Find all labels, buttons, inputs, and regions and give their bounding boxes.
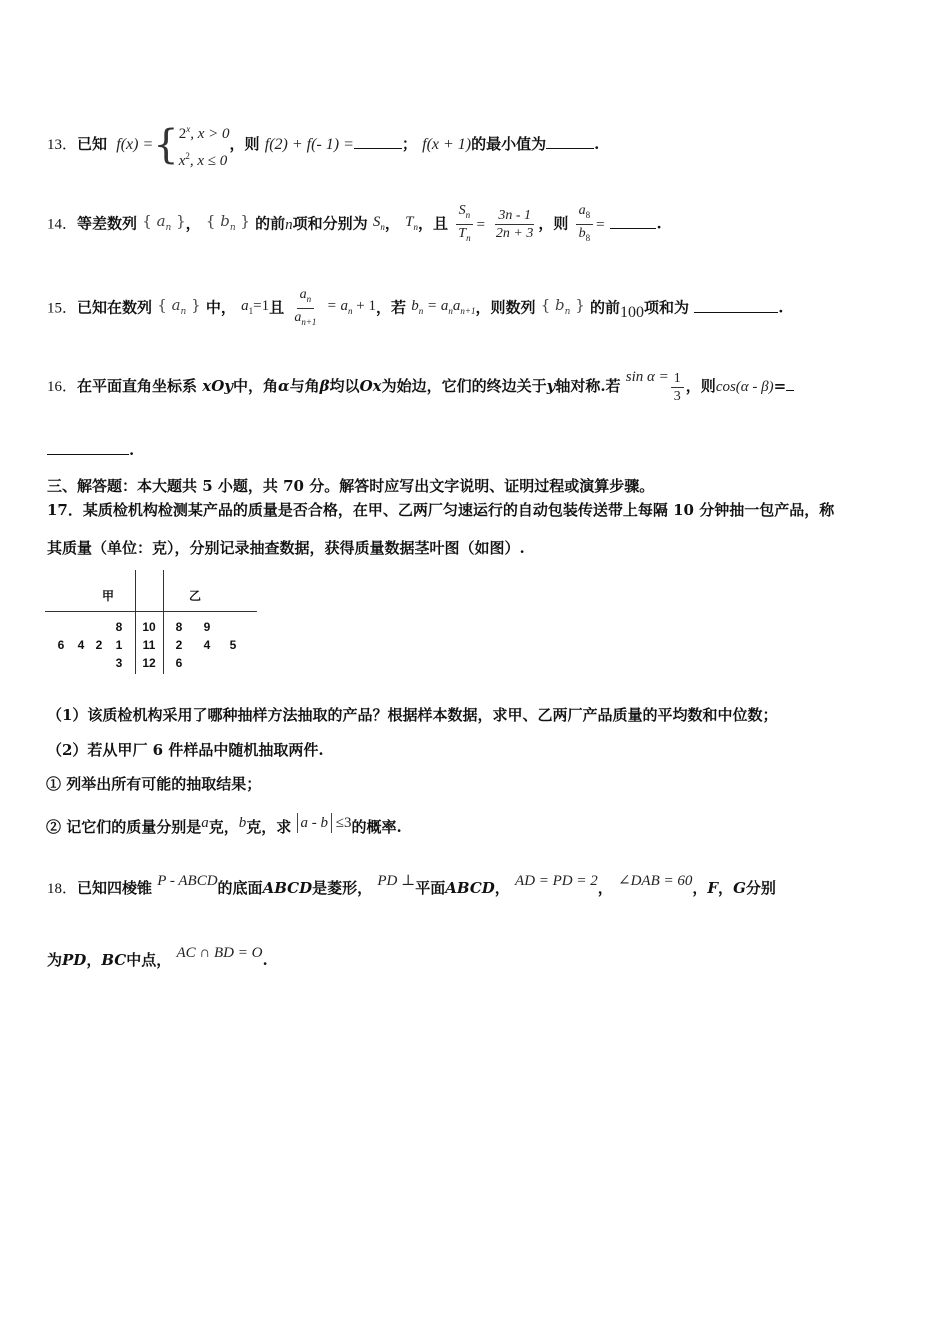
var-a: a xyxy=(201,815,209,831)
question-text: ，则 xyxy=(229,135,260,153)
question-text: 克， xyxy=(208,818,239,836)
leaf-left: 8 xyxy=(115,620,123,634)
question-text: ，且 xyxy=(418,214,449,233)
answer-blank[interactable] xyxy=(546,136,594,149)
sum-S: $S_n$ xyxy=(372,214,385,232)
question-text: = xyxy=(773,377,787,395)
var-PD: PD xyxy=(62,951,87,969)
question-text: ，则数列 xyxy=(475,298,536,317)
var-F: F xyxy=(707,879,719,897)
question-18 xyxy=(47,868,776,908)
question-text: . xyxy=(656,214,662,233)
question-text: 的最小值为 xyxy=(471,135,547,153)
answer-blank[interactable] xyxy=(610,216,656,229)
length-equations: AD = PD = 2 xyxy=(515,873,598,889)
question-text: 在平面直角坐标系 xyxy=(77,377,198,395)
question-text: . xyxy=(262,951,268,969)
question-text: 轴对称.若 xyxy=(555,377,621,395)
question-13 xyxy=(47,118,600,169)
stem: 12 xyxy=(142,656,156,670)
stem: 11 xyxy=(142,638,156,652)
sin-expression: sin α = xyxy=(625,369,669,385)
sum-T: $T_n$ xyxy=(405,214,419,232)
question-text: . xyxy=(594,135,600,153)
question-text: 项和分别为 xyxy=(292,214,368,233)
question-17-sub1: ① 列举出所有可能的抽取结果； xyxy=(46,775,262,793)
question-14 xyxy=(47,198,662,244)
divider-right xyxy=(163,570,164,674)
question-text: 已知四棱锥 xyxy=(77,879,153,897)
question-17-line1: 17．某质检机构检测某产品的质量是否合格，在甲、乙两厂匀速运行的自动包装传送带上每隔 10 分钟抽一包产品，称 xyxy=(47,501,835,519)
question-text: ； xyxy=(401,135,417,153)
question-17-sub2 xyxy=(46,812,402,842)
brace-icon: { xyxy=(153,122,179,168)
expression: f(x + 1) xyxy=(422,136,472,153)
question-17-part1: （1）该质检机构采用了哪种抽样方法抽取的产品？根据样本数据，求甲、乙两厂产品质量的平均数和中位数； xyxy=(47,706,778,724)
fraction-one-third: $\frac{1}{3}$ xyxy=(671,370,684,405)
question-number: 16． xyxy=(47,379,78,395)
expression: f(2) + f(- 1) = xyxy=(264,136,354,153)
sequence-a: { $a_n$ } xyxy=(142,212,186,233)
var-b: b xyxy=(238,815,247,831)
question-text: ， xyxy=(384,214,400,233)
answer-blank[interactable] xyxy=(786,378,794,391)
question-number: 15． xyxy=(47,300,78,317)
question-text: 的概率. xyxy=(351,818,402,836)
cos-expression: cos(α - β) xyxy=(715,379,774,395)
right-header: 乙 xyxy=(189,589,202,603)
var-ABCD: ABCD xyxy=(445,879,495,897)
question-text: ， xyxy=(597,879,613,897)
var-G: G xyxy=(733,879,746,897)
question-15 xyxy=(47,282,783,328)
function-def: f(x) = xyxy=(116,136,154,153)
question-text: 平面 xyxy=(415,879,446,897)
left-header: 甲 xyxy=(102,589,115,603)
recurrence-rhs: = $a_n + 1$ xyxy=(326,298,376,316)
question-text: 的底面 xyxy=(217,879,263,897)
sequence-b: { $b_n$ } xyxy=(540,296,585,317)
question-text: 中，角 xyxy=(233,377,279,395)
question-text: ， xyxy=(718,879,734,897)
question-text: . xyxy=(129,441,135,459)
var-Ox: Ox xyxy=(359,377,382,395)
var-beta: β xyxy=(319,377,330,395)
bn-definition: $b_n = a_na_{n+1}$ xyxy=(411,298,476,316)
fraction-rhs: $\frac{3n - 1}{2n + 3}$ xyxy=(495,208,534,241)
divider-header xyxy=(45,611,257,612)
question-18-line2 xyxy=(47,940,268,980)
question-number: 18． xyxy=(47,881,78,897)
question-text: 是菱形， xyxy=(312,879,373,897)
question-text: 已知在数列 xyxy=(77,298,153,317)
question-16 xyxy=(47,358,794,414)
question-text: 为始边，它们的终边关于 xyxy=(381,377,547,395)
question-text: ，若 xyxy=(376,298,407,317)
pyramid-name: P - ABCD xyxy=(157,873,218,889)
leaf-left: 1 xyxy=(115,638,123,652)
var-xOy: xOy xyxy=(202,377,233,395)
question-17-part2: （2）若从甲厂 6 件样品中随机抽取两件. xyxy=(47,741,324,759)
sequence-b: { $b_n$ } xyxy=(205,212,250,233)
leaf-left: 2 xyxy=(95,638,103,652)
var-y: y xyxy=(546,377,556,395)
var-BC: BC xyxy=(101,951,127,969)
question-text: ， xyxy=(185,214,201,233)
diagonal-intersection: AC ∩ BD = O xyxy=(176,945,263,961)
question-text: 中点， xyxy=(126,951,172,969)
question-text: . xyxy=(778,298,784,317)
leaf-left: 6 xyxy=(57,638,65,652)
var-n: n xyxy=(285,216,293,233)
question-text: 克，求 xyxy=(246,818,292,836)
question-text: ② 记它们的质量分别是 xyxy=(46,818,202,836)
question-text: 等差数列 xyxy=(77,214,138,233)
question-text: 项和为 xyxy=(643,298,689,317)
question-text: 的前 xyxy=(589,298,620,317)
answer-blank[interactable] xyxy=(354,136,402,149)
angle-equation: ∠DAB = 60 xyxy=(618,873,693,889)
question-text: ， xyxy=(692,879,708,897)
question-text: ，则 xyxy=(685,377,716,395)
question-17-line2: 其质量（单位：克），分别记录抽查数据，获得质量数据茎叶图（如图）. xyxy=(47,539,525,557)
question-text: 为 xyxy=(47,951,63,969)
leaf-left: 3 xyxy=(115,656,123,670)
question-number: 13． xyxy=(47,137,78,153)
pd-perp: PD ⊥ xyxy=(377,873,416,889)
question-16-blank-line xyxy=(47,440,134,460)
fraction-S-T: $\frac{S_n}{T_n}$ xyxy=(455,202,473,247)
answer-blank[interactable] xyxy=(694,300,778,313)
question-text: 分别 xyxy=(745,879,776,897)
leaf-right: 5 xyxy=(229,638,237,652)
a1-condition: $a_1=1$ xyxy=(241,298,270,316)
leaf-right: 8 xyxy=(175,620,183,634)
question-number: 14． xyxy=(47,216,78,233)
stem: 10 xyxy=(142,620,156,634)
leaf-right: 6 xyxy=(175,656,183,670)
answer-blank[interactable] xyxy=(47,442,129,455)
var-alpha: α xyxy=(278,377,290,395)
divider-left xyxy=(135,570,136,674)
question-text: ， xyxy=(494,879,510,897)
equals: = xyxy=(475,216,486,233)
question-text: 与角 xyxy=(289,377,320,395)
stem-leaf-plot xyxy=(45,570,257,680)
number-100: 100 xyxy=(619,303,644,321)
var-ABCD: ABCD xyxy=(262,879,313,897)
leaf-right: 2 xyxy=(175,638,183,652)
leaf-left: 4 xyxy=(77,638,85,652)
question-text: 均以 xyxy=(329,377,360,395)
section-heading: 三、解答题：本大题共 5 小题，共 70 分。解答时应写出文字说明、证明过程或演算步骤。 xyxy=(47,477,655,495)
fraction-recurrence: $\frac{a_n}{a_{n+1}}$ xyxy=(294,287,317,327)
equals: = xyxy=(595,216,606,233)
leaf-right: 9 xyxy=(203,620,211,634)
question-text: 且 xyxy=(269,298,285,317)
question-text: 已知 xyxy=(77,135,108,153)
question-text: ，则 xyxy=(538,214,569,233)
question-text: 的前 xyxy=(255,214,286,233)
leaf-right: 4 xyxy=(203,638,211,652)
piecewise-cases: 2$^x$, x > 0 $x^2$, x ≤ 0 xyxy=(178,124,230,169)
sequence-a: { $a_n$ } xyxy=(157,296,201,317)
fraction-a8-b8: $\frac{a_8}{b_8}$ xyxy=(576,202,594,247)
abs-condition: a - b ≤3 xyxy=(297,808,352,838)
question-text: 中， xyxy=(205,298,236,317)
question-text: ， xyxy=(86,951,102,969)
